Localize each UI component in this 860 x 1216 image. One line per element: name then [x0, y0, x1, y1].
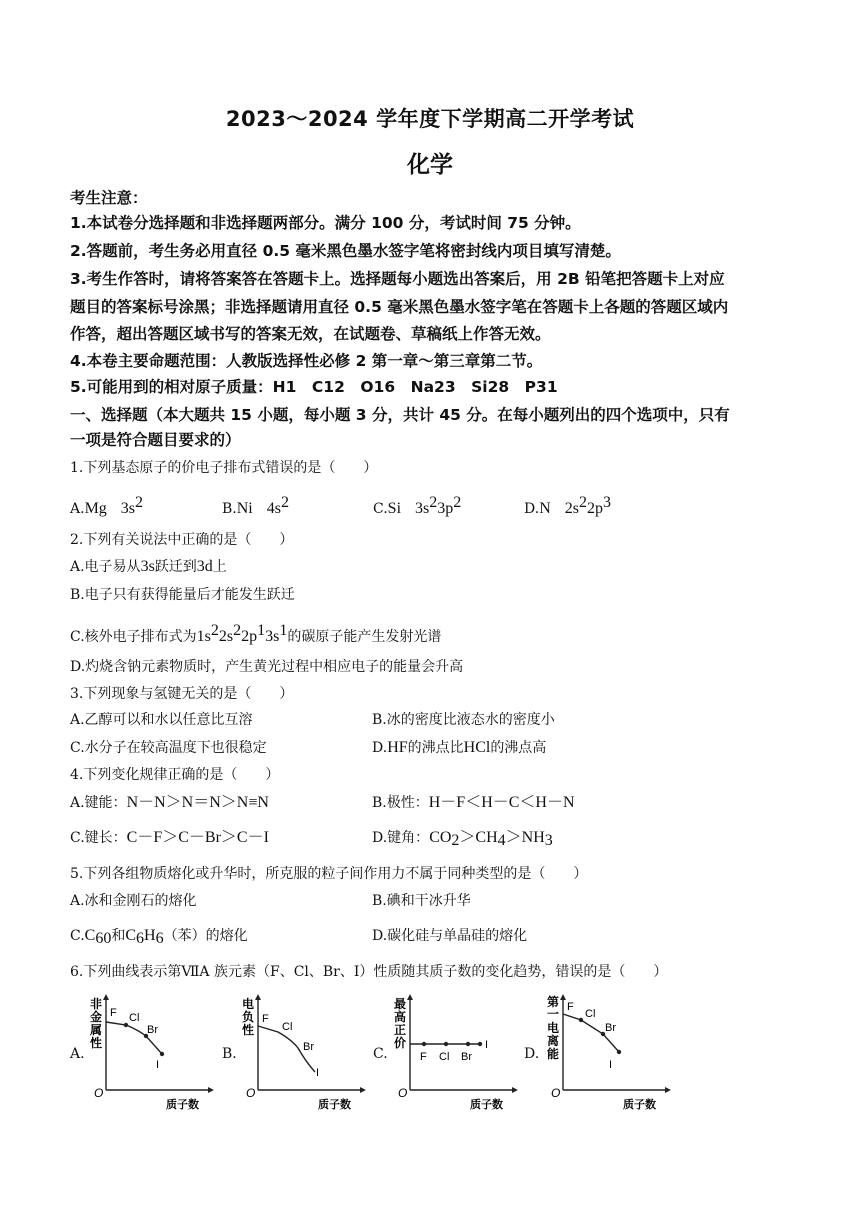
y-label-char: 价 — [394, 1036, 407, 1050]
question-2-stem: 2.下列有关说法中正确的是（ ） — [70, 532, 294, 548]
y-axis-arrow — [407, 994, 413, 1000]
q3-option-a: A.乙醇可以和水以任意比互溶 — [70, 712, 253, 728]
origin-label: O — [94, 1086, 104, 1100]
y-label-char: 电 — [242, 997, 255, 1011]
x-axis-arrow — [360, 1087, 366, 1093]
point-label: I — [485, 1039, 489, 1051]
point-label: Cl — [129, 1012, 140, 1024]
y-label-char: 一 — [547, 1007, 560, 1021]
notice-item: 5.可能用到的相对原子质量：H1 C12 O16 Na23 Si28 P31 — [70, 378, 558, 396]
q2-option-a: A.电子易从3s跃迁到3d上 — [70, 558, 227, 575]
notice-item: 4.本卷主要命题范围：人教版选择性必修 2 第一章～第三章第二节。 — [70, 352, 543, 370]
q4-option-d: D.键角：$CO_2>CH_4>NH_3$ — [372, 829, 553, 849]
exam-title: 2023～2024 学年度下学期高二开学考试 — [225, 107, 635, 131]
x-axis-label: 质子数 — [623, 1099, 656, 1111]
x-axis-label: 质子数 — [470, 1099, 503, 1111]
q6-graph-d — [545, 992, 680, 1117]
q6-graph-a-svg — [88, 992, 223, 1117]
section-heading-cont: 一项是符合题目要求的） — [70, 431, 241, 449]
point-i — [478, 1042, 482, 1046]
point-label: F — [110, 1007, 117, 1019]
y-label-char: 性 — [90, 1036, 103, 1050]
point-label: Cl — [585, 1008, 596, 1020]
origin-label: O — [246, 1086, 256, 1100]
x-axis-arrow — [208, 1087, 214, 1093]
q2-option-c: C.核外电子排布式为$1s^22s^22p^13s^1$的碳原子能产生发射光谱 — [70, 622, 442, 645]
q5-option-c: $C.C_{60}$和$C_6H_6$（苯）的熔化 — [70, 927, 248, 947]
q1-option-d: D.N $2s^22p^3$ — [524, 494, 611, 517]
y-label-char: 电 — [547, 1021, 560, 1035]
point-br — [466, 1042, 470, 1046]
point-label: Cl — [282, 1021, 293, 1033]
q1-option-c: C.Si $3s^23p^2$ — [373, 494, 462, 517]
x-axis-label: 质子数 — [318, 1099, 351, 1111]
x-axis-arrow — [665, 1087, 671, 1093]
notice-item: 题目的答案标号涂黑；非选择题请用直径 0.5 毫米黑色墨水签字笔在答题卡上各题的答题区域内 — [70, 298, 729, 316]
q6-graph-b — [240, 992, 375, 1117]
point-label: I — [156, 1059, 160, 1071]
q1-option-a: A.Mg $3s^2$ — [70, 494, 144, 517]
y-label-char: 非 — [90, 997, 103, 1011]
q5-option-a: A.冰和金刚石的熔化 — [70, 893, 197, 909]
q6-option-d-label: D. — [524, 1046, 540, 1062]
notice-item: 作答，超出答题区域书写的答案无效，在试题卷、草稿纸上作答无效。 — [70, 325, 551, 343]
origin-label: O — [551, 1086, 561, 1100]
point-label: Br — [605, 1022, 616, 1034]
point-label: F — [262, 1013, 269, 1025]
y-label-char: 最 — [394, 997, 407, 1011]
q6-option-b-label: B. — [222, 1046, 237, 1062]
y-axis-arrow — [255, 994, 261, 1000]
y-label-char: 能 — [547, 1047, 560, 1061]
question-6-stem: 6.下列曲线表示第ⅦA 族元素（F、Cl、Br、I）性质随其质子数的变化趋势，错误的是（ ） — [70, 964, 668, 980]
q2-option-d: D.灼烧含钠元素物质时，产生黄光过程中相应电子的能量会升高 — [70, 659, 464, 675]
notice-item: 3.考生作答时，请将答案答在答题卡上。选择题每小题选出答案后，用 2B 铅笔把答题卡上对应 — [70, 270, 725, 288]
q4-option-b: B.极性：H－F＜H－C＜H－N — [372, 794, 575, 811]
y-label-char: 正 — [394, 1023, 407, 1037]
point-cl — [444, 1042, 448, 1046]
point-i — [160, 1052, 164, 1056]
y-label-char: 离 — [547, 1034, 560, 1048]
q2-option-b: B.电子只有获得能量后才能发生跃迁 — [70, 587, 295, 603]
q5-option-b: B.碘和干冰升华 — [372, 893, 471, 909]
point-label: Br — [147, 1024, 158, 1036]
origin-label: O — [398, 1086, 408, 1100]
q6-graph-c — [392, 992, 527, 1117]
question-4-stem: 4.下列变化规律正确的是（ ） — [70, 767, 280, 783]
x-axis-arrow — [512, 1087, 518, 1093]
point-i — [617, 1050, 621, 1054]
x-axis-label: 质子数 — [166, 1099, 199, 1111]
q6-graph-d-svg — [545, 992, 680, 1117]
y-label-char: 负 — [242, 1010, 255, 1024]
y-label-char: 性 — [242, 1023, 255, 1037]
point-label: F — [420, 1051, 427, 1063]
y-axis-arrow — [560, 994, 566, 1000]
notice-item: 1.本试卷分选择题和非选择题两部分。满分 100 分，考试时间 75 分钟。 — [70, 214, 581, 232]
q3-option-b: B.冰的密度比液态水的密度小 — [372, 712, 555, 728]
q6-option-a-label: A. — [70, 1046, 85, 1062]
point-label: I — [609, 1059, 613, 1071]
point-label: Br — [303, 1041, 314, 1053]
notice-heading: 考生注意： — [70, 189, 148, 207]
q3-option-c: C.水分子在较高温度下也很稳定 — [70, 740, 267, 756]
point-cl — [579, 1018, 583, 1022]
q1-option-b: B.Ni $4s^2$ — [222, 494, 289, 517]
q3-option-d: D.HF的沸点比HCl的沸点高 — [372, 739, 547, 756]
section-heading: 一、选择题（本大题共 15 小题，每小题 3 分，共计 45 分。在每小题列出的四个选项中，只有 — [70, 406, 730, 424]
q4-option-c: C.键长：C－F＞C－Br＞C－I — [70, 829, 269, 846]
q6-graph-c-svg — [392, 992, 527, 1117]
y-label-char: 金 — [90, 1010, 103, 1024]
point-label: Br — [461, 1051, 472, 1063]
y-label-char: 属 — [90, 1023, 103, 1037]
point-cl — [124, 1023, 128, 1027]
q5-option-d: D.碳化硅与单晶硅的熔化 — [372, 928, 528, 944]
point-label: Cl — [439, 1051, 450, 1063]
q6-graph-a — [88, 992, 223, 1117]
q6-graph-b-svg — [240, 992, 375, 1117]
question-1-stem: 1.下列基态原子的价电子排布式错误的是（ ） — [70, 460, 378, 476]
y-axis-arrow — [103, 994, 109, 1000]
y-label-char: 高 — [394, 1010, 407, 1024]
y-label-char: 第 — [547, 995, 560, 1009]
point-label: F — [567, 1001, 574, 1013]
q4-option-a: A.键能：N－N＞N＝N＞N≡N — [70, 794, 269, 811]
notice-item: 2.答题前，考生务必用直径 0.5 毫米黑色墨水签字笔将密封线内项目填写清楚。 — [70, 242, 621, 260]
subject-title: 化学 — [407, 152, 453, 178]
question-3-stem: 3.下列现象与氢键无关的是（ ） — [70, 686, 294, 702]
q6-option-c-label: C. — [373, 1046, 388, 1062]
point-f — [422, 1042, 426, 1046]
question-5-stem: 5.下列各组物质熔化或升华时，所克服的粒子间作用力不属于同种类型的是（ ） — [70, 866, 588, 882]
point-label: I — [316, 1067, 320, 1079]
